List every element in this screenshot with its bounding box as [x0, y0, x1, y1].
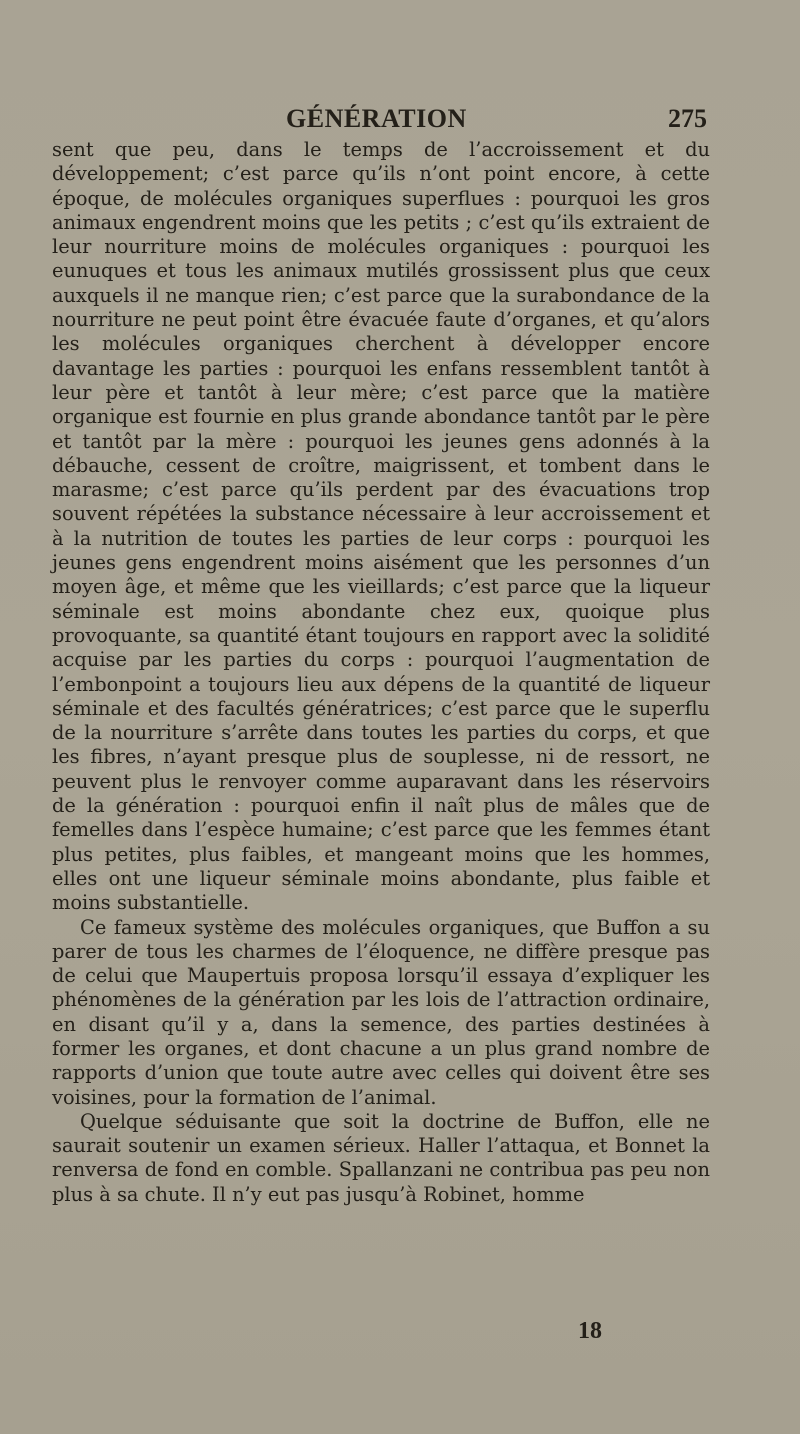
paragraph: Quelque séduisante que soit la doctrine de Buffon, elle ne saurait soutenir un examen sérieux. Haller l’attaqua, et Bonnet la renversa de fond en comble. Spallanzani ne contribua pas peu non plus à sa chute. Il n’y eut pas jusqu’à Robinet, homme	[52, 1109, 710, 1206]
running-title: GÉNÉRATION	[286, 104, 467, 133]
paragraph: Ce fameux système des molécules organiques, que Buffon a su parer de tous les charmes de l’éloquence, ne diffère presque pas de celui que Maupertuis proposa lorsqu’il essaya d’expliquer les phénomènes de la génération par les lois de l’attraction ordinaire, en disant qu’il y a, dans la semence, des parties destinées à former les organes, et dont chacune a un plus grand nombre de rapports d’union que toute autre avec celles qui doivent être ses voisines, pour la formation de l’animal.	[52, 915, 710, 1109]
paragraph: sent que peu, dans le temps de l’accroissement et du développement; c’est parce qu’ils n’ont point encore, à cette époque, de molécules organiques superflues : pourquoi les gros animaux engendrent moins que les petits ; c’est qu’ils extraient de leur nourriture moins de molécules organiques : pourquoi les eunuques et tous les animaux mutilés grossissent plus que ceux auxquels il ne manque rien; c’est parce que la surabondance de la nourriture ne peut point être évacuée faute d’organes, et qu’alors les molécules organiques cherchent à développer encore davantage les parties : pourquoi les enfans ressemblent tantôt à leur père et tantôt à leur mère; c’est parce que la matière organique est fournie en plus grande abondance tantôt par le père et tantôt par la mère : pourquoi les jeunes gens adonnés à la débauche, cessent de croître, maigrissent, et tombent dans le marasme; c’est parce qu’ils perdent par des évacuations trop souvent répétées la substance nécessaire à leur accroissement et à la nutrition de toutes les parties de leur corps : pourquoi les jeunes gens engendrent moins aisément que les personnes d’un moyen âge, et même que les vieillards; c’est parce que la liqueur séminale est moins abondante chez eux, quoique plus provoquante, sa quantité étant toujours en rapport avec la solidité acquise par les parties du corps : pourquoi l’augmentation de l’embonpoint a toujours lieu aux dépens de la quantité de liqueur séminale et des facultés génératrices; c’est parce que le superflu de la nourriture s’arrête dans toutes les parties du corps, et que les fibres, n’ayant presque plus de souplesse, ni de ressort, ne peuvent plus le renvoyer comme auparavant dans les réservoirs de la génération : pourquoi enfin il naît plus de mâles que de femelles dans l’espèce humaine; c’est parce que les femmes étant plus petites, plus faibles, et mangeant moins que les hommes, elles ont une liqueur séminale moins abondante, plus faible et moins substantielle.	[52, 138, 710, 915]
page-number: 275	[668, 104, 707, 133]
body-text	[52, 138, 710, 1207]
signature-mark: 18	[578, 1318, 602, 1344]
page-header	[0, 104, 800, 138]
